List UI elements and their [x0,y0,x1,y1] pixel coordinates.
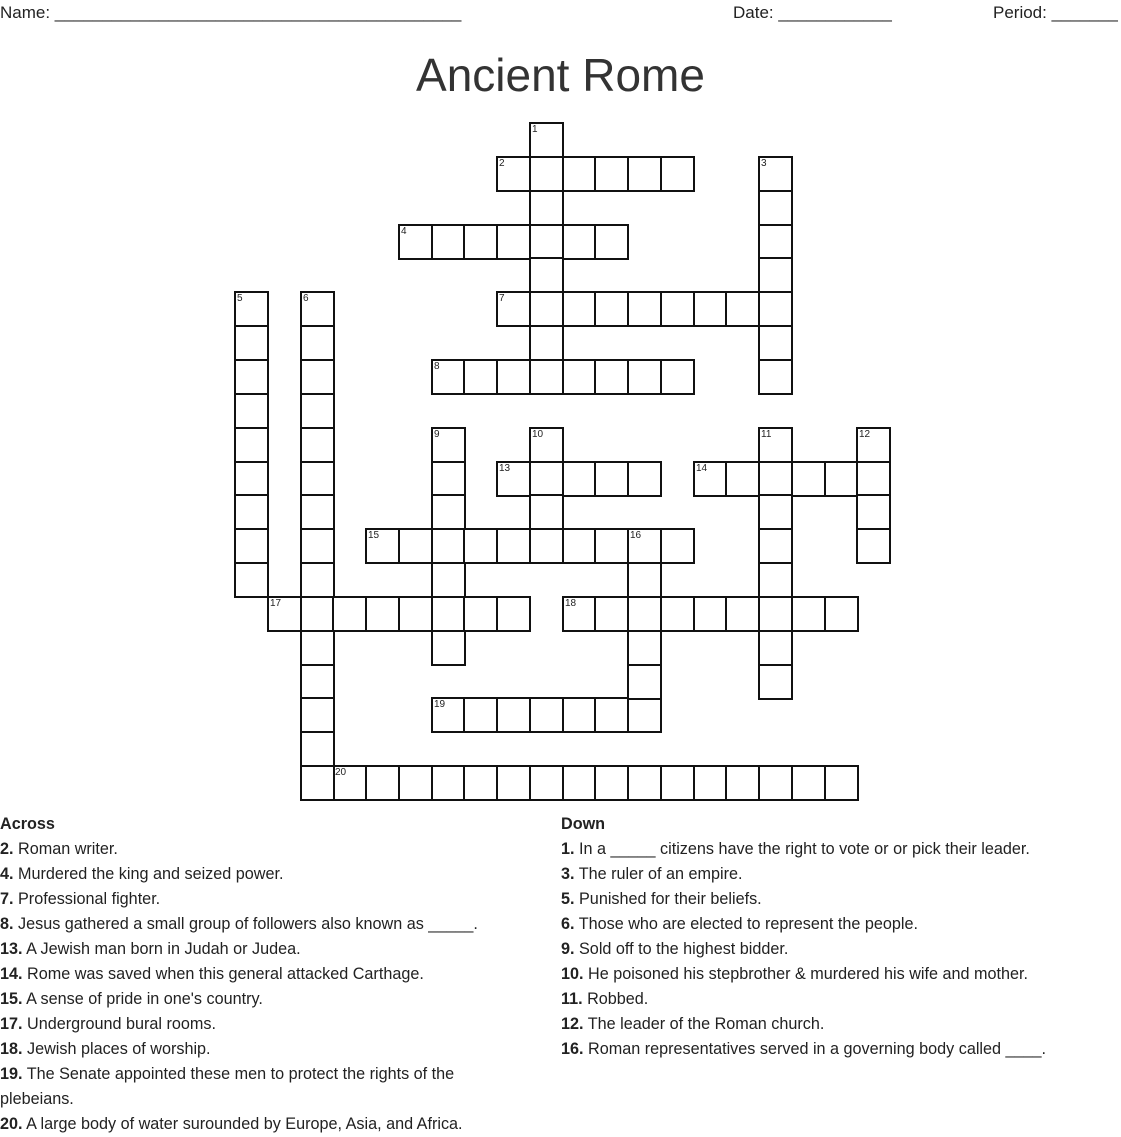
grid-cell[interactable] [398,224,433,260]
grid-cell[interactable] [431,697,466,733]
grid-cell[interactable] [856,494,891,530]
grid-cell[interactable] [300,765,335,801]
grid-cell[interactable] [725,596,760,632]
grid-cell[interactable] [693,596,728,632]
grid-cell[interactable] [431,562,466,598]
across-clue [0,1012,520,1037]
clue-number: 10 [532,429,544,440]
down-clue [561,937,1101,962]
grid-cell[interactable] [529,697,564,733]
grid-cell[interactable] [431,765,466,801]
grid-cell[interactable] [496,359,531,395]
grid-cell[interactable] [627,664,662,700]
down-heading: Down [561,815,606,833]
grid-cell[interactable] [496,461,531,497]
grid-cell[interactable] [758,224,793,260]
grid-cell[interactable] [496,765,531,801]
grid-cell[interactable] [758,528,793,564]
grid-cell[interactable] [234,291,269,327]
clue-number: 4 [401,226,407,237]
grid-cell[interactable] [529,291,564,327]
clue-text: Roman writer. [13,840,118,858]
grid-cell[interactable] [594,224,629,260]
grid-cell[interactable] [529,257,564,293]
down-clues [561,812,1101,1062]
grid-cell[interactable] [758,359,793,395]
clue-number: 1 [532,124,538,135]
grid-cell[interactable] [627,765,662,801]
grid-cell[interactable] [300,325,335,361]
clue-text: Robbed. [582,990,649,1008]
grid-cell[interactable] [300,427,335,463]
grid-cell[interactable] [562,359,597,395]
clue-number-label: 7. [0,890,14,908]
across-clue [0,962,520,987]
grid-cell[interactable] [300,359,335,395]
grid-cell[interactable] [234,393,269,429]
clue-text: Sold off to the highest bidder. [574,940,789,958]
grid-cell[interactable] [562,461,597,497]
grid-cell[interactable] [300,528,335,564]
grid-cell[interactable] [758,596,793,632]
clue-text: The Senate appointed these men to protect the rights of the plebeians. [0,1065,455,1108]
grid-cell[interactable] [300,630,335,666]
grid-cell[interactable] [496,596,531,632]
grid-cell[interactable] [463,765,498,801]
clue-number-label: 10. [561,965,584,983]
clue-number: 16 [630,530,642,541]
grid-cell[interactable] [234,528,269,564]
grid-cell[interactable] [463,224,498,260]
grid-cell[interactable] [725,291,760,327]
period-field[interactable]: Period: _______ [993,3,1118,22]
clue-number-label: 6. [561,915,575,933]
clue-number-label: 11. [561,990,583,1008]
grid-cell[interactable] [627,291,662,327]
clue-text: Punished for their beliefs. [574,890,762,908]
grid-cell[interactable] [594,156,629,192]
clue-number: 12 [859,429,871,440]
grid-cell[interactable] [529,224,564,260]
across-clue [0,837,520,862]
grid-cell[interactable] [529,156,564,192]
grid-cell[interactable] [824,461,859,497]
clue-text: Roman representatives served in a governing body called ____. [583,1040,1047,1058]
grid-cell[interactable] [627,630,662,666]
down-clue [561,1037,1101,1062]
grid-cell[interactable] [758,664,793,700]
grid-cell[interactable] [562,224,597,260]
grid-cell[interactable] [758,190,793,226]
grid-cell[interactable] [496,156,531,192]
clue-number-label: 20. [0,1115,23,1133]
grid-cell[interactable] [234,359,269,395]
grid-cell[interactable] [791,596,826,632]
clue-number-label: 4. [0,865,14,883]
grid-cell[interactable] [234,562,269,598]
across-clues [0,812,520,1137]
grid-cell[interactable] [300,393,335,429]
clue-number-label: 12. [561,1015,584,1033]
down-clue [561,887,1101,912]
grid-cell[interactable] [562,291,597,327]
grid-cell[interactable] [660,596,695,632]
down-clue-list [561,837,1101,1062]
clue-number: 9 [434,429,440,440]
clue-number: 14 [696,463,708,474]
clue-number-label: 9. [561,940,575,958]
grid-cell[interactable] [300,664,335,700]
grid-cell[interactable] [660,359,695,395]
grid-cell[interactable] [529,427,564,463]
across-clue [0,912,520,937]
clue-number: 15 [368,530,380,541]
clue-text: A Jewish man born in Judah or Judea. [22,940,301,958]
clue-text: The ruler of an empire. [574,865,743,883]
clue-text: Those who are elected to represent the people. [574,915,918,933]
grid-cell[interactable] [529,461,564,497]
clue-number: 3 [761,158,767,169]
clue-text: Murdered the king and seized power. [13,865,284,883]
grid-cell[interactable] [234,461,269,497]
grid-cell[interactable] [463,359,498,395]
grid-cell[interactable] [431,630,466,666]
clue-number: 17 [270,598,282,609]
clue-text: Jesus gathered a small group of followers also known as _____. [13,915,478,933]
grid-cell[interactable] [627,697,662,733]
grid-cell[interactable] [594,461,629,497]
grid-cell[interactable] [594,359,629,395]
grid-cell[interactable] [431,528,466,564]
grid-cell[interactable] [627,461,662,497]
grid-cell[interactable] [496,224,531,260]
grid-cell[interactable] [463,528,498,564]
grid-cell[interactable] [627,562,662,598]
grid-cell[interactable] [758,765,793,801]
grid-cell[interactable] [300,562,335,598]
clue-number-label: 15. [0,990,23,1008]
grid-cell[interactable] [693,765,728,801]
grid-cell[interactable] [234,427,269,463]
grid-cell[interactable] [529,359,564,395]
clue-number-label: 16. [561,1040,584,1058]
clue-number-label: 5. [561,890,575,908]
grid-cell[interactable] [300,494,335,530]
grid-cell[interactable] [529,765,564,801]
clue-number: 8 [434,361,440,372]
grid-cell[interactable] [725,765,760,801]
across-heading: Across [0,815,55,833]
grid-cell[interactable] [660,528,695,564]
down-clue [561,912,1101,937]
clue-number-label: 8. [0,915,14,933]
grid-cell[interactable] [562,156,597,192]
clue-number-label: 19. [0,1065,23,1083]
across-clue [0,887,520,912]
clue-number-label: 2. [0,840,14,858]
grid-cell[interactable] [594,291,629,327]
grid-cell[interactable] [660,765,695,801]
clue-number: 20 [335,767,347,778]
grid-cell[interactable] [365,528,400,564]
grid-cell[interactable] [431,596,466,632]
grid-cell[interactable] [398,765,433,801]
grid-cell[interactable] [562,596,597,632]
grid-cell[interactable] [300,596,335,632]
grid-cell[interactable] [365,765,400,801]
clue-number: 6 [303,293,309,304]
grid-cell[interactable] [627,528,662,564]
grid-cell[interactable] [856,461,891,497]
clue-text: In a _____ citizens have the right to vote or or pick their leader. [574,840,1030,858]
grid-cell[interactable] [300,291,335,327]
clue-number-label: 13. [0,940,23,958]
name-field[interactable]: Name: ___________________________________________ [0,3,462,22]
clue-text: Underground bural rooms. [22,1015,216,1033]
down-clue [561,987,1101,1012]
grid-cell[interactable] [594,596,629,632]
grid-cell[interactable] [791,461,826,497]
grid-cell[interactable] [431,494,466,530]
across-clue [0,1112,520,1137]
clue-text: Professional fighter. [13,890,161,908]
clue-number-label: 17. [0,1015,23,1033]
grid-cell[interactable] [725,461,760,497]
grid-cell[interactable] [824,596,859,632]
grid-cell[interactable] [562,765,597,801]
grid-cell[interactable] [758,494,793,530]
grid-cell[interactable] [856,528,891,564]
grid-cell[interactable] [856,427,891,463]
grid-cell[interactable] [398,528,433,564]
grid-cell[interactable] [398,596,433,632]
grid-cell[interactable] [758,461,793,497]
grid-cell[interactable] [758,427,793,463]
clue-number-label: 14. [0,965,23,983]
grid-cell[interactable] [594,697,629,733]
grid-cell[interactable] [496,697,531,733]
clue-text: Jewish places of worship. [22,1040,211,1058]
grid-cell[interactable] [562,697,597,733]
grid-cell[interactable] [758,156,793,192]
date-field[interactable]: Date: ____________ [733,3,892,22]
grid-cell[interactable] [824,765,859,801]
clue-number-label: 1. [561,840,575,858]
clue-number: 7 [499,293,505,304]
grid-cell[interactable] [529,190,564,226]
grid-cell[interactable] [627,359,662,395]
grid-cell[interactable] [332,765,367,801]
grid-cell[interactable] [758,630,793,666]
clue-text: A large body of water surounded by Europe, Asia, and Africa. [22,1115,463,1133]
grid-cell[interactable] [693,461,728,497]
grid-cell[interactable] [660,156,695,192]
clue-text: He poisoned his stepbrother & murdered his wife and mother. [583,965,1029,983]
across-clue [0,937,520,962]
grid-cell[interactable] [693,291,728,327]
across-clue-list [0,837,520,1137]
clue-number: 11 [761,429,772,440]
grid-cell[interactable] [594,765,629,801]
grid-cell[interactable] [529,494,564,530]
down-clue [561,862,1101,887]
clue-number: 2 [499,158,505,169]
grid-cell[interactable] [496,528,531,564]
grid-cell[interactable] [300,461,335,497]
grid-cell[interactable] [758,291,793,327]
grid-cell[interactable] [365,596,400,632]
grid-cell[interactable] [758,562,793,598]
grid-cell[interactable] [463,697,498,733]
grid-cell[interactable] [627,596,662,632]
clue-text: Rome was saved when this general attacked Carthage. [22,965,424,983]
grid-cell[interactable] [332,596,367,632]
grid-cell[interactable] [267,596,302,632]
grid-cell[interactable] [529,122,564,158]
clue-number-label: 18. [0,1040,23,1058]
clue-number: 13 [499,463,511,474]
clue-number-label: 3. [561,865,575,883]
grid-cell[interactable] [300,731,335,767]
clue-number: 19 [434,699,446,710]
grid-cell[interactable] [758,325,793,361]
grid-cell[interactable] [234,494,269,530]
grid-cell[interactable] [431,224,466,260]
across-clue [0,862,520,887]
grid-cell[interactable] [431,461,466,497]
grid-cell[interactable] [431,427,466,463]
down-clue [561,837,1101,862]
clue-number: 18 [565,598,577,609]
across-clue [0,1062,520,1112]
grid-cell[interactable] [562,528,597,564]
clue-text: A sense of pride in one's country. [22,990,263,1008]
grid-cell[interactable] [234,325,269,361]
grid-cell[interactable] [300,697,335,733]
grid-cell[interactable] [496,291,531,327]
grid-cell[interactable] [529,528,564,564]
grid-cell[interactable] [529,325,564,361]
down-clue [561,1012,1101,1037]
grid-cell[interactable] [463,596,498,632]
across-clue [0,1037,520,1062]
page-title: Ancient Rome [416,49,705,101]
grid-cell[interactable] [431,359,466,395]
clue-text: The leader of the Roman church. [583,1015,825,1033]
down-clue [561,962,1101,987]
grid-cell[interactable] [791,765,826,801]
grid-cell[interactable] [627,156,662,192]
grid-cell[interactable] [660,291,695,327]
grid-cell[interactable] [758,257,793,293]
clue-number: 5 [237,293,243,304]
grid-cell[interactable] [594,528,629,564]
across-clue [0,987,520,1012]
